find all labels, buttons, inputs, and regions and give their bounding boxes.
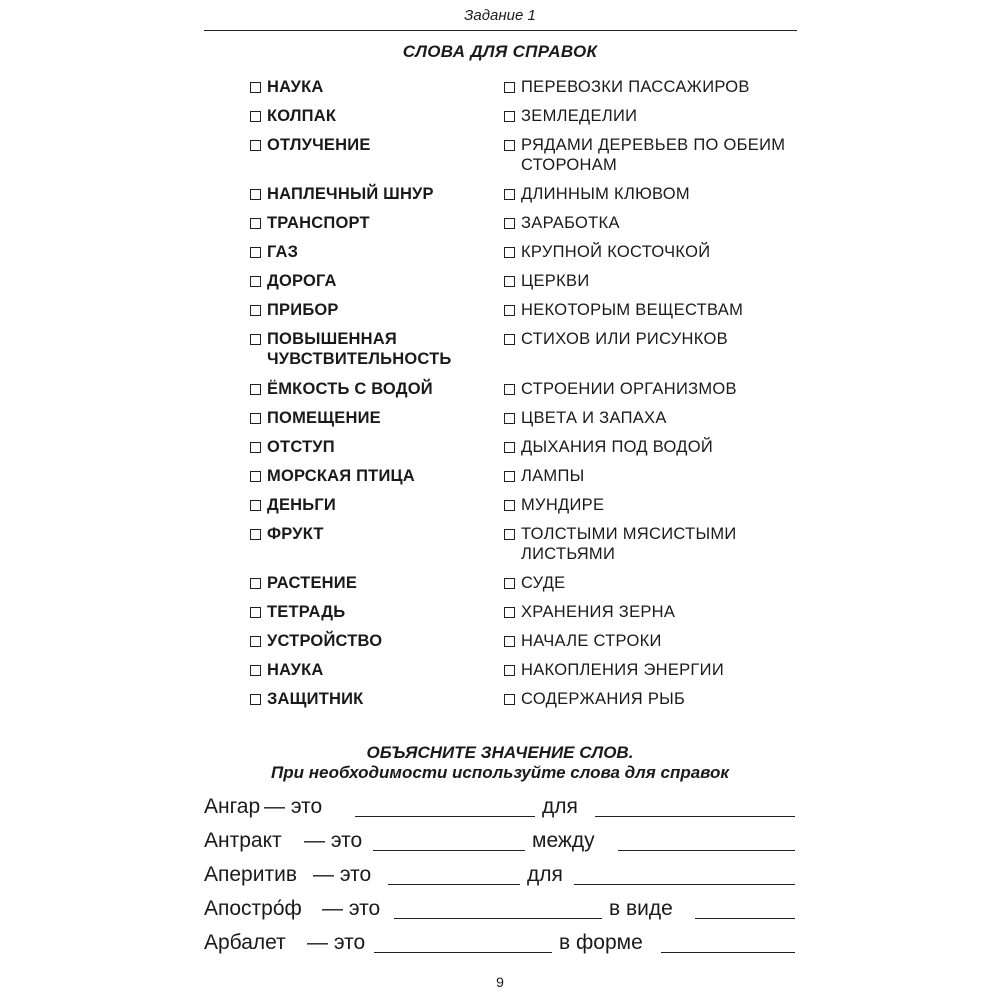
checkbox-icon [504, 500, 515, 511]
reference-word-line: ГАЗ [267, 243, 299, 261]
reference-word-line: ЦЕРКВИ [521, 272, 590, 290]
definition-row [204, 929, 797, 957]
reference-item-right [504, 379, 737, 399]
reference-word-line: УСТРОЙСТВО [267, 632, 383, 650]
checkbox-icon [504, 471, 515, 482]
checkbox-icon [250, 578, 261, 589]
reference-word-line: МУНДИРЕ [521, 496, 605, 514]
checkbox-icon [504, 607, 515, 618]
reference-item-left [250, 524, 324, 544]
reference-item-right [504, 660, 724, 680]
reference-word-line: ДЕНЬГИ [267, 496, 336, 514]
checkbox-icon [250, 305, 261, 316]
reference-word [267, 408, 381, 428]
checkbox-icon [250, 442, 261, 453]
reference-item-right [504, 77, 750, 97]
reference-item-right [504, 271, 590, 291]
reference-item-left [250, 77, 323, 97]
reference-word-line: ЧУВСТВИТЕЛЬНОСТЬ [267, 350, 452, 368]
answer-blank-1[interactable] [355, 816, 535, 817]
reference-word [521, 437, 713, 457]
checkbox-icon [250, 276, 261, 287]
reference-word-line: НАУКА [267, 78, 324, 96]
definition-dash-is: — это [264, 795, 323, 818]
reference-word-line: СТИХОВ ИЛИ РИСУНКОВ [521, 330, 728, 348]
reference-word [267, 77, 323, 97]
instructions-line-1: ОБЪЯСНИТЕ ЗНАЧЕНИЕ СЛОВ. [366, 743, 634, 762]
reference-word-line: ДОРОГА [267, 272, 337, 290]
reference-word-line: ДЛИННЫМ КЛЮВОМ [521, 185, 690, 203]
definition-dash-is: — это [322, 897, 381, 920]
reference-word-line: ЗАЩИТНИК [267, 690, 364, 708]
reference-word [521, 524, 737, 564]
reference-word-line: СУДЕ [521, 574, 566, 592]
reference-item-left [250, 631, 382, 651]
checkbox-icon [504, 247, 515, 258]
reference-word [267, 524, 324, 544]
reference-item-right [504, 213, 620, 233]
definition-row [204, 793, 797, 821]
reference-word [521, 135, 785, 175]
reference-item-left [250, 602, 345, 622]
reference-word [267, 184, 434, 204]
reference-item-left [250, 408, 381, 428]
checkbox-icon [504, 384, 515, 395]
checkbox-icon [504, 140, 515, 151]
checkbox-icon [250, 413, 261, 424]
reference-item-left [250, 379, 433, 399]
definition-row [204, 895, 797, 923]
reference-word [267, 689, 363, 709]
reference-word [521, 408, 667, 428]
reference-word-line: КОЛПАК [267, 107, 337, 125]
reference-word-line: СТОРОНАМ [521, 156, 618, 174]
definition-term: Аперитив [204, 863, 297, 886]
reference-word [521, 271, 590, 291]
definition-row [204, 861, 797, 889]
checkbox-icon [250, 471, 261, 482]
header-title: Задание 1 [464, 7, 536, 24]
reference-word [521, 466, 585, 486]
answer-blank-1[interactable] [373, 850, 525, 851]
reference-word-line: РАСТЕНИЕ [267, 574, 358, 592]
reference-word [521, 77, 750, 97]
definition-connector: для [542, 795, 578, 818]
reference-word-line: ОТЛУЧЕНИЕ [267, 136, 371, 154]
checkbox-icon [250, 384, 261, 395]
checkbox-icon [250, 140, 261, 151]
reference-item-left [250, 300, 339, 320]
reference-item-left [250, 271, 337, 291]
reference-item-right [504, 466, 585, 486]
reference-word [267, 300, 339, 320]
reference-word-line: ЦВЕТА И ЗАПАХА [521, 409, 667, 427]
reference-word [267, 242, 298, 262]
reference-word-line: ДЫХАНИЯ ПОД ВОДОЙ [521, 438, 714, 456]
reference-word-line: МОРСКАЯ ПТИЦА [267, 467, 415, 485]
checkbox-icon [504, 529, 515, 540]
reference-word [521, 660, 724, 680]
definition-dash-is: — это [313, 863, 372, 886]
definition-term: Антракт [204, 829, 282, 852]
reference-item-right [504, 631, 662, 651]
definition-connector: для [527, 863, 563, 886]
checkbox-icon [250, 636, 261, 647]
reference-item-right [504, 242, 710, 262]
instructions-line-2: При необходимости используйте слова для справок [270, 763, 730, 782]
answer-blank-1[interactable] [374, 952, 552, 953]
reference-word-line: ПРИБОР [267, 301, 339, 319]
reference-word [267, 437, 335, 457]
reference-word [521, 329, 728, 349]
reference-item-right [504, 184, 690, 204]
reference-word-line: ПОМЕЩЕНИЕ [267, 409, 381, 427]
reference-item-left [250, 495, 336, 515]
answer-blank-2[interactable] [595, 816, 795, 817]
reference-item-right [504, 524, 737, 564]
reference-word [267, 271, 337, 291]
reference-word-line: ТРАНСПОРТ [267, 214, 370, 232]
reference-item-left [250, 184, 434, 204]
reference-word-line: ХРАНЕНИЯ ЗЕРНА [521, 603, 676, 621]
reference-word-line: НАКОПЛЕНИЯ ЭНЕРГИИ [521, 661, 724, 679]
definition-term: Ангар [204, 795, 261, 818]
checkbox-icon [504, 665, 515, 676]
reference-word [267, 660, 323, 680]
reference-item-right [504, 408, 667, 428]
checkbox-icon [504, 578, 515, 589]
checkbox-icon [250, 500, 261, 511]
checkbox-icon [250, 247, 261, 258]
reference-word-line: КРУПНОЙ КОСТОЧКОЙ [521, 243, 711, 261]
reference-item-right [504, 573, 566, 593]
checkbox-icon [250, 665, 261, 676]
reference-word [521, 213, 620, 233]
reference-word-line: ОТСТУП [267, 438, 335, 456]
checkbox-icon [504, 334, 515, 345]
reference-word-line: ПОВЫШЕННАЯ [267, 330, 397, 348]
checkbox-icon [504, 413, 515, 424]
reference-word [521, 602, 675, 622]
checkbox-icon [250, 82, 261, 93]
reference-word [521, 106, 637, 126]
answer-blank-2[interactable] [574, 884, 795, 885]
reference-word [521, 573, 566, 593]
reference-word [267, 466, 415, 486]
answer-blank-2[interactable] [695, 918, 795, 919]
reference-word [267, 495, 336, 515]
checkbox-icon [250, 189, 261, 200]
reference-item-right [504, 106, 637, 126]
definition-connector: в форме [559, 931, 643, 954]
answer-blank-1[interactable] [394, 918, 602, 919]
reference-word [521, 379, 737, 399]
reference-word-line: ТЕТРАДЬ [267, 603, 346, 621]
checkbox-icon [250, 694, 261, 705]
checkbox-icon [504, 636, 515, 647]
reference-word [521, 689, 685, 709]
reference-word-line: ТОЛСТЫМИ МЯСИСТЫМИ [521, 525, 737, 543]
reference-word [267, 573, 357, 593]
definition-connector: в виде [609, 897, 673, 920]
checkbox-icon [250, 529, 261, 540]
reference-item-right [504, 329, 728, 349]
reference-item-left [250, 660, 323, 680]
checkbox-icon [504, 276, 515, 287]
answer-blank-1[interactable] [388, 884, 520, 885]
definition-term: Арбалет [204, 931, 286, 954]
checkbox-icon [250, 607, 261, 618]
reference-word-line: ЗАРАБОТКА [521, 214, 620, 232]
definition-dash-is: — это [304, 829, 363, 852]
answer-blank-2[interactable] [661, 952, 795, 953]
checkbox-icon [250, 218, 261, 229]
reference-item-left [250, 213, 370, 233]
reference-word-line: РЯДАМИ ДЕРЕВЬЕВ ПО ОБЕИМ [521, 136, 786, 154]
reference-item-left [250, 106, 336, 126]
reference-word [521, 300, 743, 320]
checkbox-icon [250, 334, 261, 345]
reference-word [267, 631, 382, 651]
reference-word [267, 379, 433, 399]
reference-item-left [250, 437, 335, 457]
reference-word-line: ЁМКОСТЬ С ВОДОЙ [267, 380, 433, 398]
reference-item-left [250, 329, 451, 369]
reference-word-line: СОДЕРЖАНИЯ РЫБ [521, 690, 686, 708]
page-number: 9 [496, 974, 504, 990]
reference-item-left [250, 242, 298, 262]
reference-word [521, 184, 690, 204]
reference-word [267, 106, 336, 126]
reference-item-right [504, 602, 675, 622]
definition-row [204, 827, 797, 855]
reference-word-line: ЛИСТЬЯМИ [521, 545, 616, 563]
reference-word [267, 329, 451, 369]
instructions [0, 743, 1000, 783]
reference-item-right [504, 135, 785, 175]
reference-word [521, 631, 662, 651]
header-rule [204, 30, 797, 31]
definition-connector: между [532, 829, 595, 852]
reference-item-left [250, 466, 415, 486]
reference-item-right [504, 495, 604, 515]
definition-term: Апостро́ф [204, 897, 302, 920]
reference-item-left [250, 573, 357, 593]
reference-word-line: ЗЕМЛЕДЕЛИИ [521, 107, 638, 125]
reference-word [267, 602, 345, 622]
reference-word-line: НАУКА [267, 661, 324, 679]
checkbox-icon [504, 189, 515, 200]
checkbox-icon [504, 218, 515, 229]
reference-word [521, 242, 710, 262]
answer-blank-2[interactable] [618, 850, 795, 851]
checkbox-icon [504, 442, 515, 453]
reference-item-right [504, 437, 713, 457]
reference-word [521, 495, 604, 515]
checkbox-icon [504, 82, 515, 93]
checkbox-icon [504, 694, 515, 705]
reference-item-left [250, 135, 371, 155]
reference-item-right [504, 689, 685, 709]
reference-item-left [250, 689, 363, 709]
checkbox-icon [250, 111, 261, 122]
reference-word [267, 213, 370, 233]
reference-word-line: ЛАМПЫ [521, 467, 585, 485]
reference-word-line: НАЧАЛЕ СТРОКИ [521, 632, 662, 650]
reference-word-line: НЕКОТОРЫМ ВЕЩЕСТВАМ [521, 301, 744, 319]
reference-item-right [504, 300, 743, 320]
reference-title: СЛОВА ДЛЯ СПРАВОК [402, 42, 598, 61]
reference-word-line: СТРОЕНИИ ОРГАНИЗМОВ [521, 380, 737, 398]
reference-word-line: ФРУКТ [267, 525, 324, 543]
reference-word-line: ПЕРЕВОЗКИ ПАССАЖИРОВ [521, 78, 750, 96]
reference-word [267, 135, 371, 155]
checkbox-icon [504, 305, 515, 316]
reference-word-line: НАПЛЕЧНЫЙ ШНУР [267, 185, 434, 203]
definition-dash-is: — это [307, 931, 366, 954]
checkbox-icon [504, 111, 515, 122]
